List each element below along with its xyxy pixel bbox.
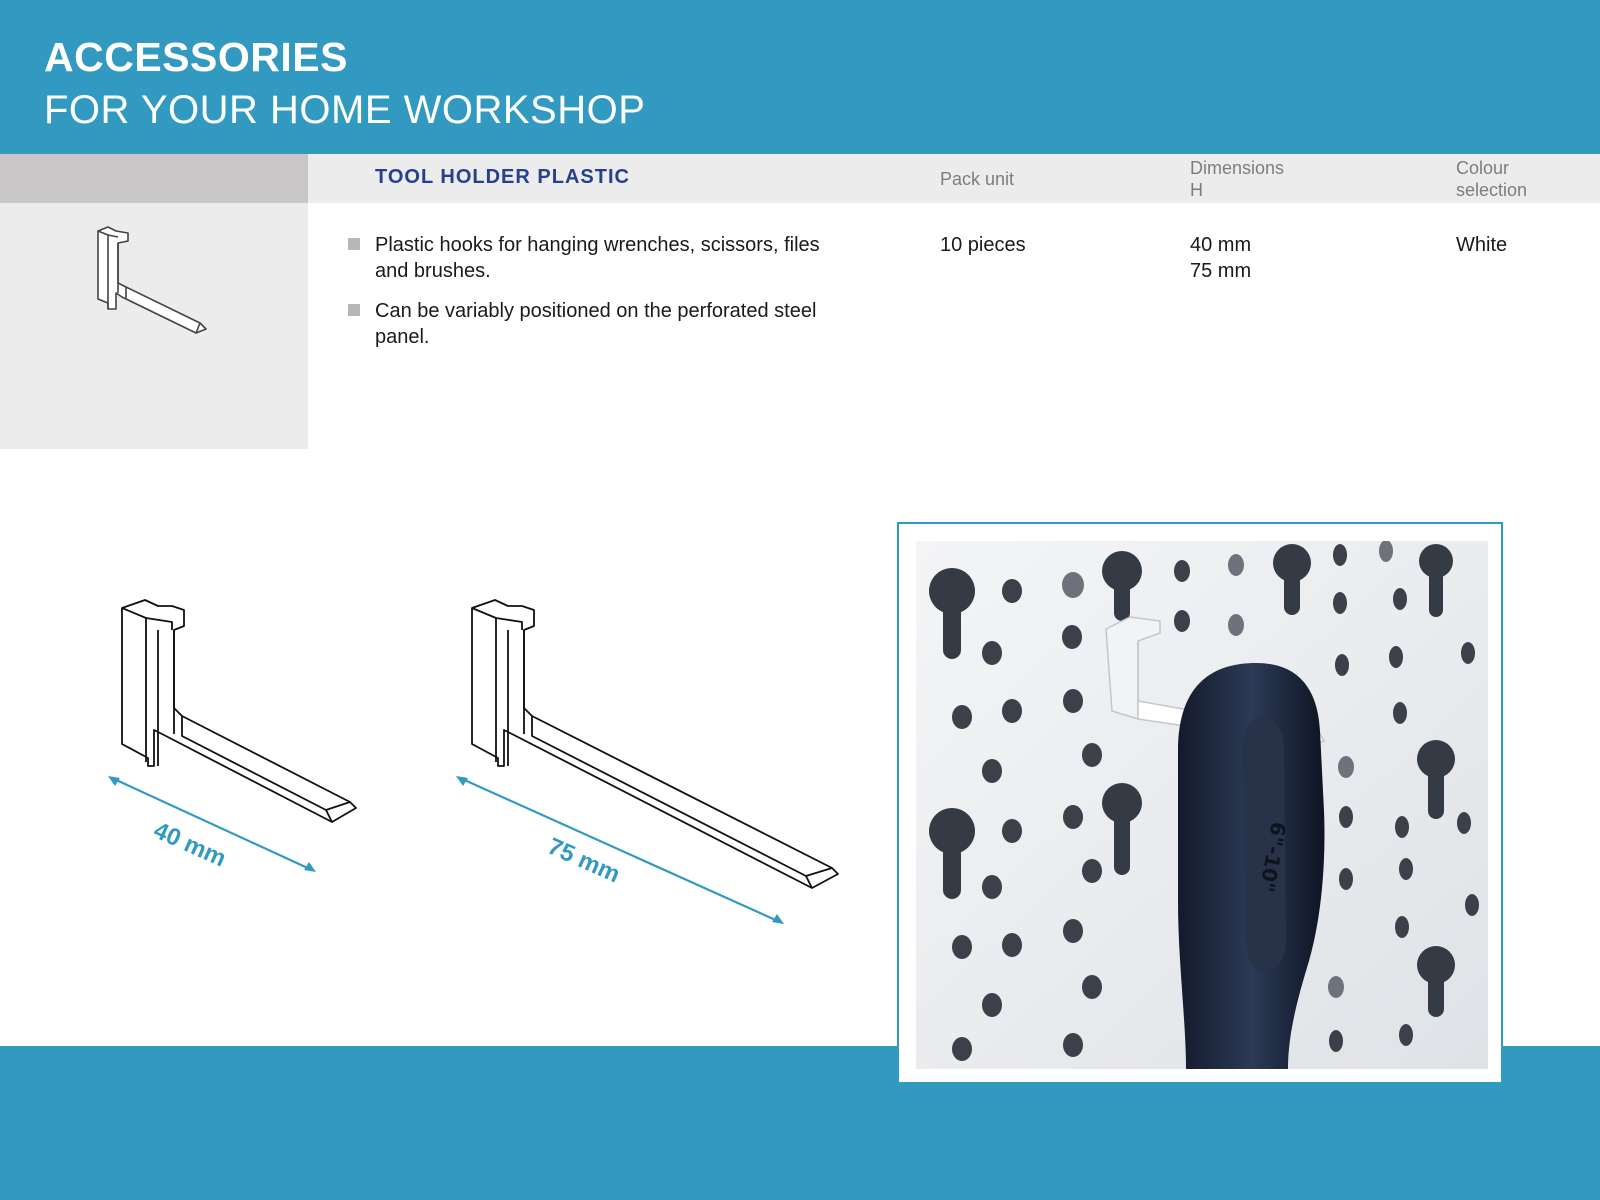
page-header — [0, 0, 1600, 154]
pack-unit-value: 10 pieces — [940, 234, 1026, 256]
colour-value: White — [1456, 234, 1508, 256]
column-header-pack-unit — [940, 168, 1014, 190]
dimension-value-large: 75 mm — [1190, 260, 1252, 282]
page-subtitle: FOR YOUR HOME WORKSHOP — [44, 88, 646, 132]
dimensions-header-line1: Dimensions — [1190, 158, 1285, 178]
product-photo — [916, 541, 1488, 1069]
dimension-label-75mm: 75 mm — [543, 832, 625, 889]
feature-text: Can be variably positioned on the perforated steel panel. — [375, 300, 817, 348]
square-bullet-icon — [348, 304, 360, 316]
dimensions-header-line2: H — [1190, 180, 1203, 200]
tool-holder-icon — [88, 223, 218, 343]
column-header-colour — [1456, 157, 1527, 201]
dimensions-values — [1190, 232, 1251, 284]
page-title: ACCESSORIES — [44, 34, 348, 80]
product-thumbnail-cell — [0, 203, 308, 449]
product-name: TOOL HOLDER PLASTIC — [375, 166, 630, 188]
feature-list — [348, 232, 848, 364]
column-header-dimensions — [1190, 157, 1284, 201]
dimension-value-small: 40 mm — [1190, 234, 1252, 256]
colour-header-line2: selection — [1456, 180, 1528, 200]
diagram-75mm — [452, 598, 842, 928]
feature-item — [348, 232, 848, 284]
product-photo-frame — [897, 522, 1503, 1084]
dimension-label-40mm: 40 mm — [149, 816, 231, 873]
colour-header-line1: Colour — [1456, 158, 1510, 178]
handle-marking: 6"-10" — [1254, 820, 1291, 895]
square-bullet-icon — [348, 238, 360, 250]
feature-text: Plastic hooks for hanging wrenches, scissors, files and brushes. — [375, 234, 820, 282]
feature-item — [348, 298, 848, 350]
diagram-40mm — [100, 598, 370, 880]
thumbnail-header-band — [0, 154, 308, 203]
pack-unit-header-label: Pack unit — [940, 169, 1015, 189]
